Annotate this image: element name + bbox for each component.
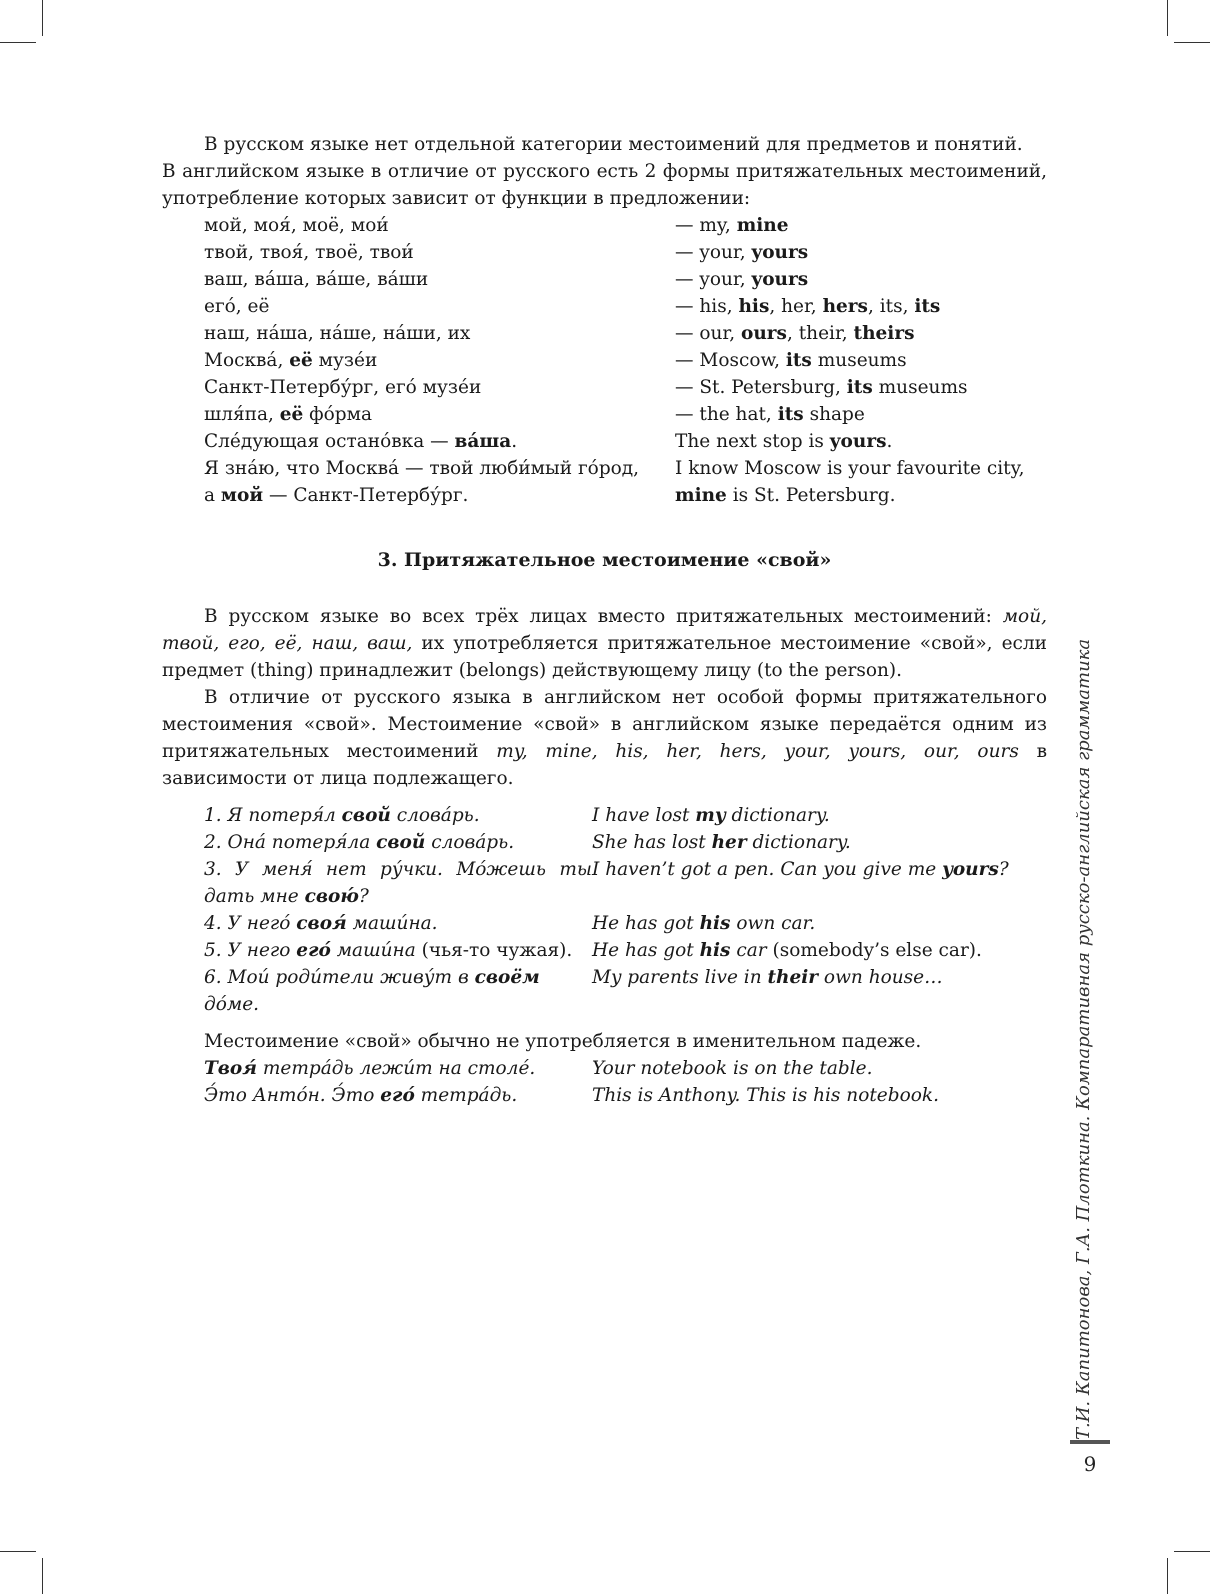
- list-item: Сле́дующая остано́вка — ва́ша. The next stop is yours.: [204, 431, 893, 452]
- crop-mark: [0, 42, 36, 43]
- running-title: Т.И. Капитонова, Г.А. Плоткина. Компаративная русско-английская грамматика: [1073, 638, 1094, 1440]
- crop-mark: [1174, 42, 1210, 43]
- crop-mark: [42, 0, 43, 36]
- crop-mark: [1167, 1558, 1168, 1594]
- list-item: а мой — Санкт-Петербу́рг. mine is St. Petersburg.: [204, 485, 896, 506]
- list-item: мой, моя́, моё, мои́ — my, mine: [204, 215, 789, 236]
- list-item: 5. У него его́ маши́на (чья-то чужая). He has got his car (somebody’s else car).: [204, 940, 982, 961]
- paragraph: В отличие от русского языка в английском нет особой формы притяжательного местоимения «свой». Местоимение «свой» в английском языке передаётся одним из притяжательных местоимений my, mine, his, her, hers, your, yours, our, ours в зависимости от лица подлежащего.: [162, 687, 1048, 789]
- page-body: [162, 131, 1047, 1109]
- pronoun-pairs-list: [204, 212, 1047, 509]
- crop-mark: [1167, 0, 1168, 36]
- list-item: дать мне свою́?: [204, 886, 369, 907]
- list-item: Я зна́ю, что Москва́ — твой люби́мый го́род, I know Moscow is your favourite city,: [204, 458, 1025, 479]
- crop-mark: [1174, 1551, 1210, 1552]
- list-item: 4. У него́ своя́ маши́на. He has got his own car.: [204, 913, 816, 934]
- crop-mark: [0, 1551, 36, 1552]
- note-examples-list: [162, 1055, 1047, 1109]
- paragraph: В русском языке во всех трёх лицах вместо притяжательных местоимений: мой, твой, его, её, наш, ваш, их употребляется притяжательное местоимение «свой», если предмет (thing) принадлежит (belongs) действующему лицу (to the person).: [162, 606, 1047, 681]
- examples-list: [162, 802, 1047, 1018]
- page-number: 9: [1083, 1452, 1097, 1476]
- list-item: Санкт-Петербу́рг, его́ музе́и — St. Petersburg, its museums: [204, 377, 968, 398]
- list-item: его́, её — his, his, her, hers, its, its: [204, 296, 941, 317]
- divider: [1070, 1440, 1110, 1444]
- intro-line-1: В русском языке нет отдельной категории местоимений для предметов и понятий.: [204, 134, 1023, 155]
- list-item: Твоя́ тетра́дь лежи́т на столе́. Your notebook is on the table.: [204, 1058, 873, 1079]
- list-item: 6. Мои́ роди́тели живу́т в своём до́ме. My parents live in their own house…: [204, 967, 943, 1015]
- intro-line-2: В английском языке в отличие от русского есть 2 формы притяжательных местоимений, употребление которых зависит от функции в предложении:: [162, 161, 1047, 209]
- list-item: Москва́, её музе́и — Moscow, its museums: [204, 350, 907, 371]
- list-item: наш, на́ша, на́ше, на́ши, их — our, ours, their, theirs: [204, 323, 915, 344]
- note-text: Местоимение «свой» обычно не употребляется в именительном падеже.: [204, 1031, 922, 1052]
- list-item: ваш, ва́ша, ва́ше, ва́ши — your, yours: [204, 269, 809, 290]
- list-item: 3. У меня́ нет ру́чки. Мо́жешь ты I haven’t got a pen. Can you give me yours?: [204, 859, 1009, 880]
- list-item: 2. Она́ потеря́ла свой слова́рь. She has lost her dictionary.: [204, 832, 851, 853]
- list-item: Э́то Анто́н. Э́то его́ тетра́дь. This is Anthony. This is his notebook.: [204, 1085, 939, 1106]
- crop-mark: [42, 1558, 43, 1594]
- list-item: 1. Я потеря́л свой слова́рь. I have lost my dictionary.: [204, 805, 830, 826]
- list-item: шля́па, её фо́рма — the hat, its shape: [204, 404, 865, 425]
- section-title: 3. Притяжательное местоимение «свой»: [377, 549, 832, 571]
- list-item: твой, твоя́, твоё, твои́ — your, yours: [204, 242, 809, 263]
